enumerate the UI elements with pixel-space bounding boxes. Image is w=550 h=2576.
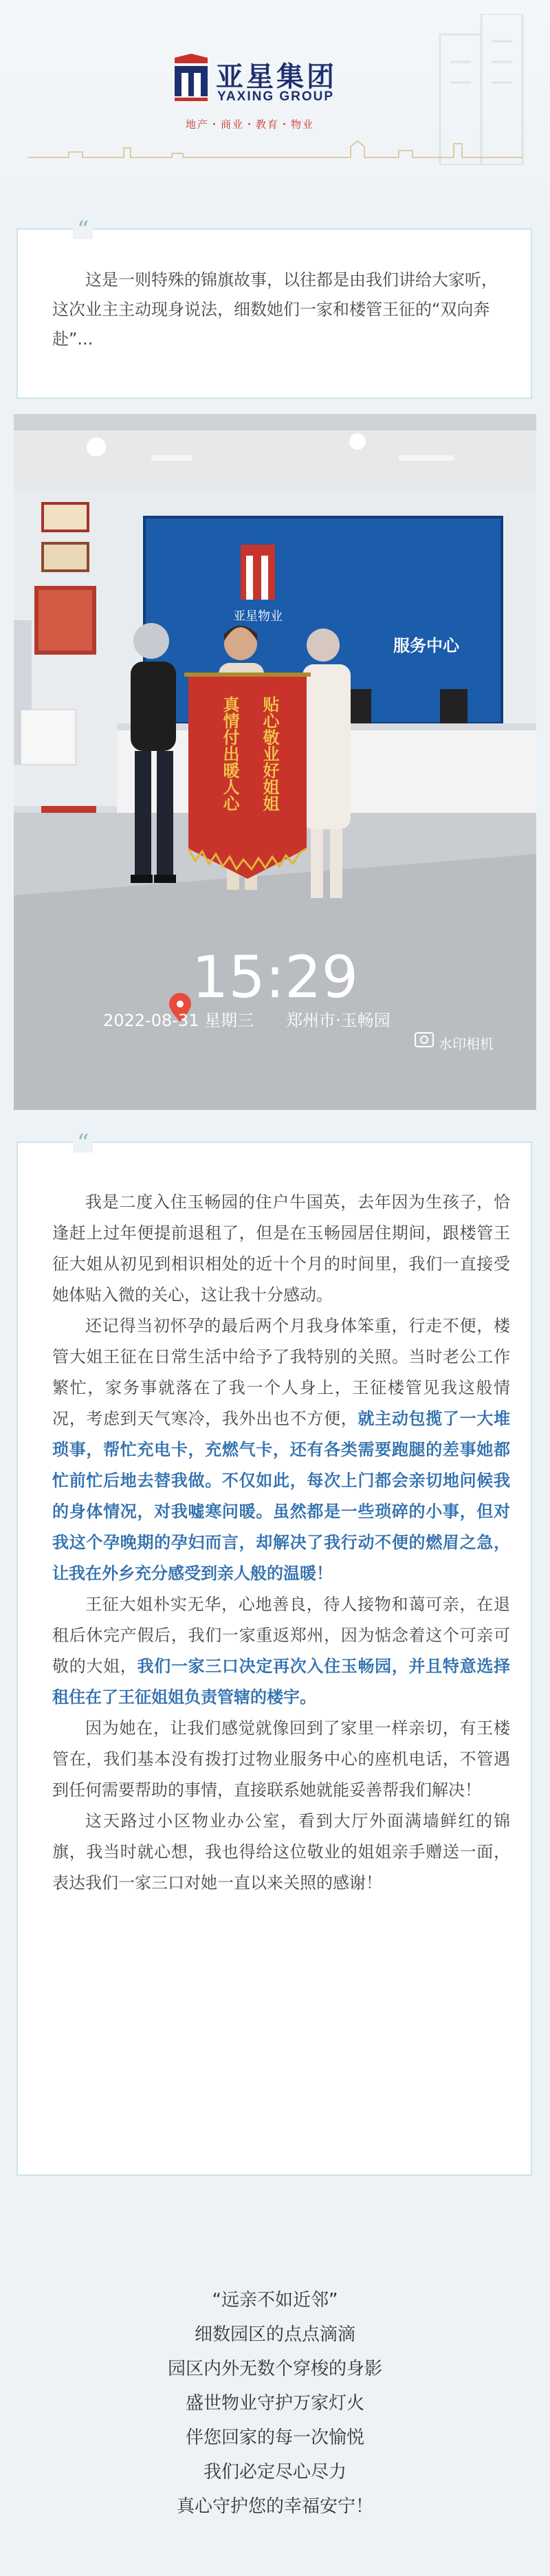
logo-tagline: 地产・商业・教育・物业 (186, 118, 315, 131)
closing-line: 伴您回家的每一次愉悦 (185, 2427, 364, 2448)
story-highlight: 我们一家三口决定再次入住玉畅园，并且特意选择租住在了王征姐姐负责管辖的楼宇。 (52, 1657, 511, 1707)
quote-mark-icon: “ (73, 220, 93, 239)
story-paragraph: 我是二度入住玉畅园的住户牛国英，去年因为生孩子，恰逢赶上过年便提前退租了，但是在玉畅园居住期间，跟楼管王征大姐从初见到相识相处的近十个月的时间里，我们一直接受她体贴入微的关心，这让我十分感动。 (52, 1192, 510, 1305)
story-paragraph (52, 1311, 510, 1589)
skyline-decoration-icon (28, 134, 522, 162)
photo-location: 郑州市·玉畅园 (286, 1011, 390, 1030)
pennant-photo (14, 414, 536, 1110)
company-logo (172, 54, 378, 136)
closing-line: 真心守护您的幸福安宁！ (176, 2496, 373, 2517)
intro-text: 这是一则特殊的锦旗故事，以往都是由我们讲给大家听，这次业主主动现身说法，细数她们一家和楼管王征的“双向奔赴”... (52, 270, 498, 349)
logo-chinese-name: 亚星集团 (216, 61, 337, 93)
photo-watermark: 水印相机 (439, 1036, 494, 1052)
closing-line: 园区内外无数个穿梭的身影 (167, 2359, 382, 2379)
story-body (52, 1187, 510, 1899)
story-text: 还记得当初怀孕的最后两个月我身体笨重，行走不便，楼管大姐王征在日常生活中给予了我特别的关照。当时老公工作繁忙，家务事就落在了我一个人身上，王征楼管见我这般情况，考虑到天气寒冷，我外出也不方便， (52, 1316, 510, 1428)
quote-mark-icon: “ (73, 1133, 93, 1153)
story-highlight: 就主动包揽了一大堆琐事，帮忙充电卡，充燃气卡，还有各类需要跑腿的差事她都忙前忙后地去替我做。不仅如此，每次上门都会亲切地问候我的身体情况，对我嘘寒问暖。虽然都是一些琐碎的小事，但对我这个孕晚期的孕妇而言，却解决了我行动不便的燃眉之急，让我在外乡充分感受到亲人般的温暖！ (52, 1409, 511, 1583)
page-header (0, 0, 550, 206)
logo-english-name: YAXING GROUP (217, 89, 335, 104)
pennant-left-line: 真情付出暖人心 (220, 696, 239, 811)
closing-line: 盛世物业守护万家灯火 (185, 2393, 364, 2414)
photo-date: 2022-08-31 星期三 (103, 1011, 254, 1030)
story-paragraph: 这天路过小区物业办公室，看到大厅外面满墙鲜红的锦旗，我当时就心想，我也得给这位敬业的姐姐亲手赠送一面，表达我们一家三口对她一直以来关照的感谢！ (52, 1811, 510, 1892)
pennant-right-line: 贴心敬业好姐姐 (260, 696, 279, 811)
closing-line: 我们必定尽心尽力 (203, 2462, 346, 2482)
closing-verse (0, 2283, 550, 2524)
intro-card (16, 216, 532, 399)
story-paragraph: 因为她在，让我们感觉就像回到了家里一样亲切，有王楼管在，我们基本没有拨打过物业服务中心的座机电话，不管遇到任何需要帮助的事情，直接联系她就能妥善帮我们解决！ (52, 1718, 510, 1800)
logo-mark-icon (172, 54, 210, 102)
closing-line: 细数园区的点点滴滴 (194, 2324, 355, 2345)
story-paragraph (52, 1589, 510, 1713)
story-card (16, 1129, 532, 2176)
story-text: 王征大姐朴实无华，心地善良，待人接物和蔼可亲，在退租后休完产假后，我们一家重返郑州，因为惦念着这个可亲可敬的大姐， (52, 1595, 510, 1676)
photo-time: 15:29 (191, 943, 359, 1011)
closing-line: “远亲不如近邻” (212, 2290, 338, 2311)
service-center-sign: 服务中心 (393, 636, 459, 655)
company-sign-text: 亚星物业 (233, 609, 283, 624)
